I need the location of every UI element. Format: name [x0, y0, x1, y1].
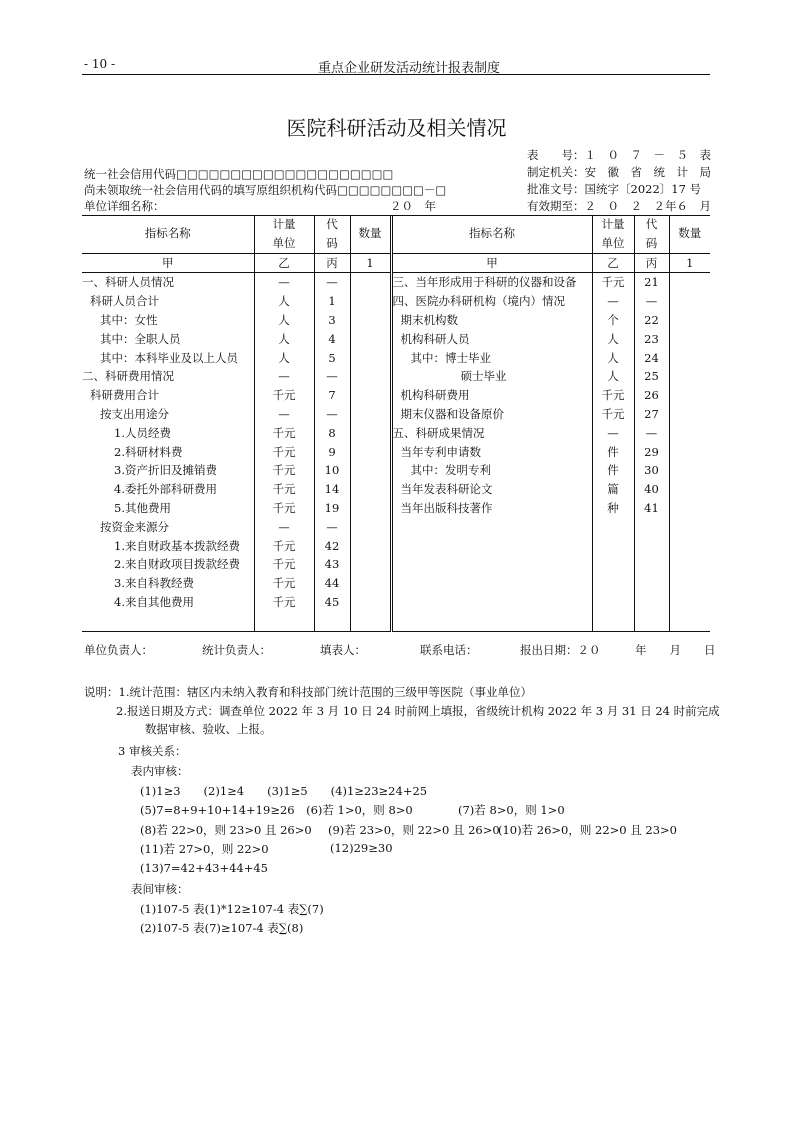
row-unit-left: —: [254, 367, 314, 386]
note-deadline: 2.报送日期及方式：调查单位 2022 年 3 月 10 日 24 时前网上填报，省级统计机构 2022 年 3 月 31 日 24 时前完成: [116, 704, 720, 718]
row-qty-left[interactable]: [350, 461, 391, 480]
row-qty-left[interactable]: [350, 311, 391, 330]
row-qty-left[interactable]: [350, 424, 391, 443]
row-qty-right[interactable]: [669, 424, 710, 443]
row-qty-right[interactable]: [669, 555, 710, 574]
row-unit-left: [254, 612, 314, 631]
row-unit-right: [592, 593, 634, 612]
row-code-right: [634, 593, 669, 612]
note-intra-check: 表内审核：: [131, 764, 189, 778]
report-date-label: 报出日期：２０ 年 月 日: [520, 643, 716, 657]
row-qty-left[interactable]: [350, 593, 391, 612]
row-code-right: 29: [634, 443, 669, 462]
row-unit-right: [592, 612, 634, 631]
report-year: ２０ 年: [390, 199, 436, 213]
table-row: [82, 386, 710, 405]
row-qty-left[interactable]: [350, 443, 391, 462]
row-unit-left: 千元: [254, 424, 314, 443]
form-number: 表 号：１ ０ ７ － ５ 表: [527, 148, 711, 162]
phone-label: 联系电话：: [420, 643, 478, 657]
subhead-qty-right: 1: [669, 253, 710, 273]
row-name-right: [391, 574, 592, 593]
row-name-right: 当年出版科技著作: [391, 499, 592, 518]
row-unit-left: 千元: [254, 499, 314, 518]
subhead-name-right: 甲: [391, 253, 592, 273]
row-name-left: 二、科研费用情况: [82, 369, 174, 384]
table-row: [82, 443, 710, 462]
table-row: [82, 349, 710, 368]
note-rule-11: (11)若 27>0，则 22>0: [140, 842, 269, 856]
unit-head-label: 单位负责人：: [84, 643, 153, 657]
row-name-right: 其中：发明专利: [391, 461, 592, 480]
row-code-left: 3: [314, 311, 350, 330]
note-rule-7: (7)若 8>0，则 1>0: [458, 803, 565, 817]
org-code-line: 尚未领取统一社会信用代码的填写原组织机构代码□□□□□□□□－□: [84, 183, 447, 197]
note-rule-1-4: (1)1≥3 (2)1≥4 (3)1≥5 (4)1≥23≥24+25: [140, 784, 428, 798]
row-code-right: —: [634, 424, 669, 443]
row-code-right: [634, 574, 669, 593]
row-qty-left[interactable]: [350, 480, 391, 499]
row-name-right: [391, 593, 592, 612]
table-row: [82, 480, 710, 499]
note-rule-8: (8)若 22>0，则 23>0 且 26>0: [140, 823, 312, 837]
row-qty-right[interactable]: [669, 593, 710, 612]
row-name-right: 当年专利申请数: [391, 443, 592, 462]
row-qty-left[interactable]: [350, 537, 391, 556]
row-unit-left: 千元: [254, 386, 314, 405]
row-name-left: 其中：本科毕业及以上人员: [100, 350, 238, 365]
row-qty-right[interactable]: [669, 574, 710, 593]
row-code-right: 30: [634, 461, 669, 480]
header-rule: [82, 74, 710, 75]
row-unit-right: 千元: [592, 405, 634, 424]
row-qty-left[interactable]: [350, 292, 391, 311]
row-qty-left[interactable]: [350, 499, 391, 518]
row-code-right: 22: [634, 311, 669, 330]
row-code-left: 4: [314, 330, 350, 349]
col-header-qty-right: 数量: [669, 215, 710, 253]
row-qty-left[interactable]: [350, 273, 391, 292]
table-header-row: [82, 215, 710, 253]
table-row: [82, 537, 710, 556]
row-qty-left[interactable]: [350, 555, 391, 574]
row-unit-left: —: [254, 518, 314, 537]
row-qty-right[interactable]: [669, 461, 710, 480]
row-qty-left[interactable]: [350, 405, 391, 424]
row-unit-right: 人: [592, 349, 634, 368]
row-qty-right[interactable]: [669, 292, 710, 311]
note-rule-5-6: (5)7=8+9+10+14+19≥26 (6)若 1>0，则 8>0: [140, 803, 413, 817]
approval-number: 批准文号：国统字〔2022〕17 号: [527, 182, 702, 196]
unit-name-line: 单位详细名称：: [84, 199, 165, 213]
table-row: [82, 330, 710, 349]
row-name-right: 五、科研成果情况: [391, 424, 592, 443]
row-unit-right: 个: [592, 311, 634, 330]
row-qty-right[interactable]: [669, 311, 710, 330]
row-code-right: [634, 537, 669, 556]
row-qty-right[interactable]: [669, 518, 710, 537]
row-code-left: —: [314, 273, 350, 292]
note-inter-rule-2: (2)107-5 表(7)≥107-4 表∑(8): [140, 921, 304, 935]
row-qty-right[interactable]: [669, 405, 710, 424]
subhead-code: 丙: [314, 253, 350, 273]
table-top-rule: [82, 215, 710, 216]
row-qty-left[interactable]: [350, 574, 391, 593]
row-name-left: 科研人员合计: [90, 294, 159, 309]
row-qty-right[interactable]: [669, 386, 710, 405]
row-name-left: 科研费用合计: [90, 388, 159, 403]
note-check-title: 3 审核关系：: [118, 744, 187, 758]
note-rule-9: (9)若 23>0，则 22>0 且 26>0: [328, 823, 500, 837]
row-qty-right[interactable]: [669, 330, 710, 349]
row-unit-right: 件: [592, 443, 634, 462]
table-row: [82, 574, 710, 593]
row-name-right: 其中：博士毕业: [391, 349, 592, 368]
row-unit-left: 千元: [254, 537, 314, 556]
row-code-left: —: [314, 405, 350, 424]
row-unit-left: 人: [254, 330, 314, 349]
row-name-left: 1.人员经费: [114, 425, 171, 440]
col-header-unit: 计量 单位: [254, 215, 314, 253]
valid-until: 有效期至：２ ０ ２ ２年６ 月: [527, 199, 711, 213]
col-header-qty: 数量: [350, 215, 391, 253]
row-unit-right: 人: [592, 367, 634, 386]
row-unit-left: 千元: [254, 443, 314, 462]
note-rule-10: (10)若 26>0，则 22>0 且 23>0: [498, 823, 677, 837]
row-name-left: 按支出用途分: [100, 406, 169, 421]
row-code-right: 23: [634, 330, 669, 349]
row-code-left: —: [314, 367, 350, 386]
row-code-left: 8: [314, 424, 350, 443]
row-unit-right: 件: [592, 461, 634, 480]
row-name-left: 其中：女性: [100, 312, 158, 327]
table-row: [82, 555, 710, 574]
row-unit-left: 人: [254, 349, 314, 368]
table-subheader-row: [82, 253, 710, 273]
row-name-right: 期末机构数: [391, 311, 592, 330]
row-name-right: 机构科研费用: [391, 386, 592, 405]
row-name-right: 机构科研人员: [391, 330, 592, 349]
row-name-left: 其中：全职人员: [100, 331, 181, 346]
row-code-left: 1: [314, 292, 350, 311]
row-name-right: [391, 537, 592, 556]
row-name-right: 四、医院办科研机构（境内）情况: [391, 292, 592, 311]
subhead-qty: 1: [350, 253, 391, 273]
col-header-name-right: 指标名称: [391, 215, 592, 253]
subhead-code-right: 丙: [634, 253, 669, 273]
col-header-unit-right: 计量 单位: [592, 215, 634, 253]
table-row: [82, 311, 710, 330]
row-name-left: [82, 612, 254, 631]
row-code-right: [634, 612, 669, 631]
row-qty-left[interactable]: [350, 349, 391, 368]
row-unit-right: —: [592, 424, 634, 443]
row-name-left: 3.资产折旧及摊销费: [114, 463, 217, 478]
row-qty-right[interactable]: [669, 273, 710, 292]
filler-label: 填表人：: [320, 643, 366, 657]
row-code-right: 21: [634, 273, 669, 292]
row-unit-left: —: [254, 405, 314, 424]
statistics-table: [82, 215, 710, 632]
note-inter-rule-1: (1)107-5 表(1)*12≥107-4 表∑(7): [140, 902, 324, 916]
row-code-left: 44: [314, 574, 350, 593]
row-unit-left: 千元: [254, 593, 314, 612]
row-code-right: [634, 518, 669, 537]
row-code-left: 19: [314, 499, 350, 518]
subhead-unit-right: 乙: [592, 253, 634, 273]
row-qty-left[interactable]: [350, 367, 391, 386]
row-code-left: 14: [314, 480, 350, 499]
col-header-code-right: 代 码: [634, 215, 669, 253]
table-row: [82, 518, 710, 537]
row-unit-right: [592, 574, 634, 593]
table-row: [82, 292, 710, 311]
row-unit-left: —: [254, 273, 314, 292]
row-name-left: 4.来自其他费用: [114, 594, 194, 609]
row-qty-right[interactable]: [669, 443, 710, 462]
row-qty-right[interactable]: [669, 499, 710, 518]
row-code-left: 7: [314, 386, 350, 405]
form-title: 医院科研活动及相关情况: [286, 116, 507, 140]
page-number: - 10 -: [84, 57, 116, 71]
stat-head-label: 统计负责人：: [202, 643, 271, 657]
row-name-right: 当年发表科研论文: [391, 480, 592, 499]
row-name-right: [391, 612, 592, 631]
note-deadline-cont: 数据审核、验收、上报。: [145, 722, 272, 736]
row-qty-left[interactable]: [350, 518, 391, 537]
row-unit-right: 千元: [592, 273, 634, 292]
row-name-right: [391, 518, 592, 537]
subhead-name: 甲: [82, 253, 254, 273]
table-row: [82, 367, 710, 386]
row-unit-right: 人: [592, 330, 634, 349]
row-code-left: [314, 612, 350, 631]
row-code-right: 41: [634, 499, 669, 518]
row-name-right: 三、当年形成用于科研的仪器和设备: [391, 273, 592, 292]
table-row: [82, 461, 710, 480]
table-row: [82, 273, 710, 292]
row-unit-right: [592, 537, 634, 556]
table-row: [82, 593, 710, 612]
row-code-right: 24: [634, 349, 669, 368]
row-code-left: 43: [314, 555, 350, 574]
row-code-right: 26: [634, 386, 669, 405]
table-row: [82, 424, 710, 443]
row-code-right: 40: [634, 480, 669, 499]
row-qty-left[interactable]: [350, 386, 391, 405]
row-code-left: —: [314, 518, 350, 537]
row-name-left: 5.其他费用: [114, 500, 171, 515]
row-qty-right[interactable]: [669, 537, 710, 556]
note-rule-12: (12)29≥30: [330, 841, 393, 855]
row-qty-left[interactable]: [350, 330, 391, 349]
col-header-name: 指标名称: [82, 215, 254, 253]
row-name-left: 1.来自财政基本拨款经费: [114, 538, 240, 553]
row-code-left: 10: [314, 461, 350, 480]
table-row: [82, 612, 710, 631]
document-title: 重点企业研发活动统计报表制度: [318, 61, 501, 76]
table-row: [82, 499, 710, 518]
row-code-right: 25: [634, 367, 669, 386]
row-unit-right: [592, 555, 634, 574]
row-unit-left: 千元: [254, 480, 314, 499]
row-code-left: 9: [314, 443, 350, 462]
row-code-left: 42: [314, 537, 350, 556]
row-unit-right: 千元: [592, 386, 634, 405]
subhead-unit: 乙: [254, 253, 314, 273]
row-qty-right[interactable]: [669, 612, 710, 631]
row-name-right: 硕士毕业: [391, 367, 592, 386]
row-unit-right: 篇: [592, 480, 634, 499]
row-name-right: 期末仪器和设备原价: [391, 405, 592, 424]
row-name-left: 2.科研材料费: [114, 444, 183, 459]
credit-code-line: 统一社会信用代码□□□□□□□□□□□□□□□□□□□□: [84, 167, 394, 181]
row-name-left: 4.委托外部科研费用: [114, 482, 217, 497]
row-unit-left: 千元: [254, 555, 314, 574]
col-header-code: 代 码: [314, 215, 350, 253]
row-code-left: 45: [314, 593, 350, 612]
note-rule-13: (13)7=42+43+44+45: [140, 861, 268, 875]
row-unit-right: [592, 518, 634, 537]
row-name-left: 3.来自科教经费: [114, 576, 194, 591]
row-name-left: 一、科研人员情况: [82, 275, 174, 290]
row-unit-left: 人: [254, 311, 314, 330]
row-code-right: [634, 555, 669, 574]
note-inter-check: 表间审核：: [131, 882, 189, 896]
row-qty-right[interactable]: [669, 367, 710, 386]
row-unit-right: 种: [592, 499, 634, 518]
row-code-right: 27: [634, 405, 669, 424]
row-code-left: 5: [314, 349, 350, 368]
row-unit-right: —: [592, 292, 634, 311]
note-scope: 说明：1.统计范围：辖区内未纳入教育和科技部门统计范围的三级甲等医院（事业单位）: [84, 685, 532, 699]
row-qty-right[interactable]: [669, 480, 710, 499]
row-qty-left[interactable]: [350, 612, 391, 631]
row-code-right: —: [634, 292, 669, 311]
row-name-left: 2.来自财政项目拨款经费: [114, 557, 240, 572]
row-unit-left: 千元: [254, 461, 314, 480]
row-name-right: [391, 555, 592, 574]
row-name-left: 按资金来源分: [100, 519, 169, 534]
row-unit-left: 千元: [254, 574, 314, 593]
table-row: [82, 405, 710, 424]
row-unit-left: 人: [254, 292, 314, 311]
issuing-agency: 制定机关：安 徽 省 统 计 局: [527, 165, 711, 179]
row-qty-right[interactable]: [669, 349, 710, 368]
